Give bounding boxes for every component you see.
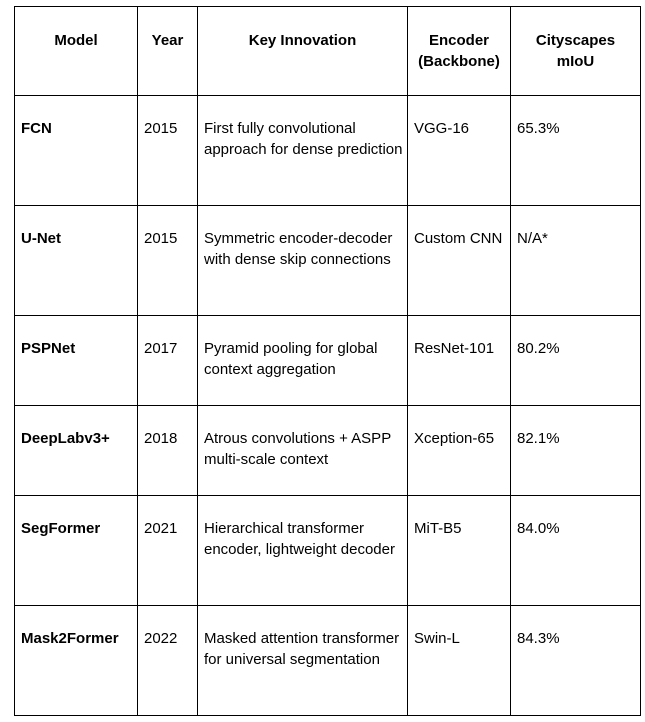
header-encoder-line1: Encoder: [428, 32, 489, 49]
table-row: [15, 606, 641, 716]
cell-miou: N/A*: [511, 206, 641, 316]
segmentation-models-table: [14, 6, 641, 716]
cell-year: 2015: [138, 96, 198, 206]
cell-innovation: Pyramid pooling for global context aggregation: [198, 316, 408, 406]
cell-miou: 82.1%: [511, 406, 641, 496]
cell-model: U-Net: [15, 206, 138, 316]
header-encoder: [408, 7, 511, 96]
cell-innovation: Masked attention transformer for universal segmentation: [198, 606, 408, 716]
header-key-innovation: Key Innovation: [198, 7, 408, 96]
cell-year: 2021: [138, 496, 198, 606]
header-encoder-line2: (Backbone): [418, 53, 500, 70]
cell-model: PSPNet: [15, 316, 138, 406]
cell-model: FCN: [15, 96, 138, 206]
cell-miou: 65.3%: [511, 96, 641, 206]
cell-miou: 84.3%: [511, 606, 641, 716]
table-row: [15, 96, 641, 206]
cell-year: 2022: [138, 606, 198, 716]
cell-encoder: Swin-L: [408, 606, 511, 716]
header-model: Model: [15, 7, 138, 96]
cell-innovation: Symmetric encoder-decoder with dense skip connections: [198, 206, 408, 316]
header-miou-line1: Cityscapes: [535, 32, 616, 49]
cell-model: DeepLabv3+: [15, 406, 138, 496]
cell-encoder: Custom CNN: [408, 206, 511, 316]
cell-model: SegFormer: [15, 496, 138, 606]
cell-miou: 84.0%: [511, 496, 641, 606]
cell-year: 2017: [138, 316, 198, 406]
cell-encoder: Xception-65: [408, 406, 511, 496]
cell-year: 2015: [138, 206, 198, 316]
header-year: Year: [138, 7, 198, 96]
cell-innovation: Hierarchical transformer encoder, lightweight decoder: [198, 496, 408, 606]
table-row: [15, 316, 641, 406]
cell-encoder: MiT-B5: [408, 496, 511, 606]
cell-encoder: ResNet-101: [408, 316, 511, 406]
table-row: [15, 206, 641, 316]
cell-model: Mask2Former: [15, 606, 138, 716]
table-row: [15, 496, 641, 606]
cell-year: 2018: [138, 406, 198, 496]
header-cityscapes-miou: [511, 7, 641, 96]
header-miou-line2: mIoU: [556, 53, 595, 70]
cell-innovation: First fully convolutional approach for dense prediction: [198, 96, 408, 206]
cell-miou: 80.2%: [511, 316, 641, 406]
table-row: [15, 406, 641, 496]
cell-innovation: Atrous convolutions + ASPP multi-scale context: [198, 406, 408, 496]
cell-encoder: VGG-16: [408, 96, 511, 206]
header-row: [15, 7, 641, 96]
